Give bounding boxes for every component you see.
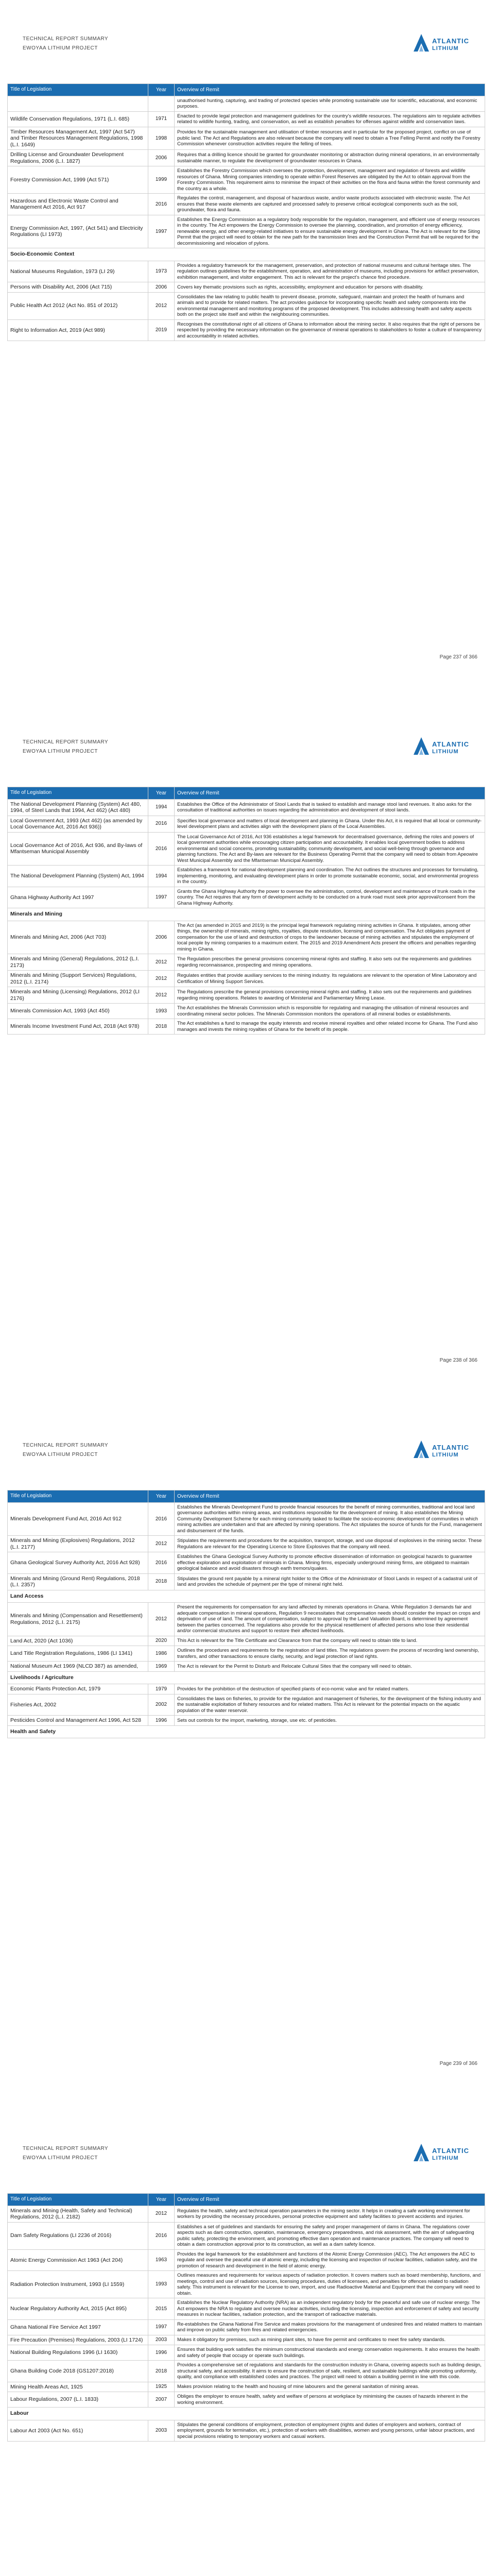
legislation-year: 2003 [148, 2420, 175, 2442]
logo-mark-icon [413, 736, 430, 757]
table-header-row [8, 1490, 485, 1503]
legislation-table [7, 787, 485, 1035]
legislation-overview: Makes it obligatory for premises, such as mining plant sites, to have fire permit and certificates to meet fire safety standards. [175, 2335, 485, 2345]
table-row [8, 887, 485, 908]
legislation-year: 2012 [148, 971, 175, 987]
table-row [8, 987, 485, 1004]
logo-word-2: LITHIUM [432, 2155, 459, 2161]
legislation-overview: Provides a comprehensive set of regulations and standards for the construction industry in Ghana, covering aspects such as building design, structural safety, and accessibility. It aims to ensure the construction of safe, resilient, and sustainable buildings while promoting uniformity, quality, and compliance with established codes and practices. The project will need to obtain a building permit in line with this code. [175, 2361, 485, 2382]
legislation-year: 2006 [148, 921, 175, 954]
legislation-overview: unauthorised hunting, capturing, and trading of protected species while promoting sustainable use for scientific, educational, and economic purposes. [175, 96, 485, 111]
page-number: Page 238 of 366 [439, 1358, 477, 1363]
legislation-overview: Outlines measures and requirements for various aspects of radiation protection. It covers matters such as board membership, functions, and meetings, control and use of radiation sources, licensing procedures, duties of licensees, and penalties for offences related to radiation safety. This instrument is relevant for the License to own, import, and use Radioactive Material and Equipment that the company will need to obtain. [175, 2271, 485, 2298]
legislation-title: Minerals and Mining (Compensation and Resettlement) Regulations, 2012 (L.I. 2175) [8, 1603, 148, 1636]
legislation-title: Ghana Geological Survey Authority Act, 2016 Act 928) [8, 1552, 148, 1574]
legislation-title: Nuclear Regulatory Authority Act, 2015 (Act 895) [8, 2298, 148, 2320]
legislation-year: 2012 [148, 1536, 175, 1552]
legislation-year [148, 96, 175, 111]
legislation-overview: Recognises the constitutional right of all citizens of Ghana to information about the mining sector. It also requires that the right of persons be respected by providing the necessary information on the governance of mineral operations to stakeholders to foster a culture of transparency and accountability in related activities. [175, 319, 485, 341]
legislation-title: Minerals and Mining (Ground Rent) Regulations, 2018 (L.I. 2357) [8, 1573, 148, 1590]
legislation-title: Mining Health Areas Act, 1925 [8, 2382, 148, 2392]
legislation-title: Fisheries Act, 2002 [8, 1694, 148, 1716]
table-row [8, 1502, 485, 1536]
legislation-year: 2020 [148, 1636, 175, 1646]
legislation-title: National Museum Act 1969 (NLCD 387) as amended, [8, 1662, 148, 1672]
legislation-overview: Stipulates the requirements and procedures for the acquisition, transport, storage, and use disposal of explosives in the mining sector. These Regulations are relevant for the Operating Licence to Store Explosives that the company will need. [175, 1536, 485, 1552]
table-header-row [8, 787, 485, 800]
legislation-overview: Provides for the prohibition of the destruction of specified plants of eco-nomic value and for related matters. [175, 1684, 485, 1694]
legislation-overview: Covers key thematic provisions such as rights, accessibility, employment and education for persons with disability. [175, 282, 485, 293]
legislation-year: 1973 [148, 261, 175, 282]
legislation-year: 1993 [148, 1004, 175, 1019]
legislation-title: Ghana Highway Authority Act 1997 [8, 887, 148, 908]
legislation-title: Wildlife Conservation Regulations, 1971 (L.I. 685) [8, 111, 148, 127]
legislation-title: Minerals and Mining (Support Services) Regulations, 2012 (L.I. 2174) [8, 971, 148, 987]
legislation-title: Land Act, 2020 (Act 1036) [8, 1636, 148, 1646]
legislation-overview: Stipulates the general conditions of employment, protection of employment (rights and duties of employers and workers, contract of employment, grounds for termination, etc.), protection of workers with disabilities, women and young persons, unfair labour practices, and special provisions relating to temporary workers and casual workers. [175, 2420, 485, 2442]
table-row [8, 866, 485, 887]
legislation-year: 2012 [148, 292, 175, 319]
logo-mark-icon [413, 2143, 430, 2163]
table-row [8, 1536, 485, 1552]
report-title: TECHNICAL REPORT SUMMARY [23, 739, 109, 745]
legislation-title: Minerals Income Investment Fund Act, 2018 (Act 978) [8, 1019, 148, 1035]
legislation-title: Radiation Protection Instrument, 1993 (LI 1559) [8, 2271, 148, 2298]
legislation-year: 2012 [148, 1603, 175, 1636]
legislation-year: 2019 [148, 319, 175, 341]
legislation-overview: Regulates entities that provide auxiliary services to the mining industry. Its regulations are relevant to the operation of Mine Laboratory and Certification of Mining Support Services. [175, 971, 485, 987]
legislation-overview: Establishes the Forestry Commission which oversees the protection, development, management and regulation of forests and wildlife resources of Ghana. Mining companies intending to operate within Forest Reserves are obligated by the Act to obtain approval from the Forestry Commission. This requirement aims to minimise the impact of their activities on the flora and fauna within the forest community and the country as a whole. [175, 166, 485, 194]
legislation-overview: Regulates the control, management, and disposal of hazardous waste, and/or waste products associated with electronic waste. The Act ensures that these waste elements are captured and processed safely to preserve critical ecological components such as the soil, groundwater, flora and fauna. [175, 194, 485, 215]
table-row [8, 1716, 485, 1726]
table-row [8, 954, 485, 971]
company-logo [413, 735, 474, 758]
page-header [23, 730, 474, 771]
legislation-title: Minerals Commission Act, 1993 (Act 450) [8, 1004, 148, 1019]
column-header-title: Title of Legislation [8, 2194, 148, 2206]
legislation-year: 2018 [148, 1019, 175, 1035]
logo-word-1: ATLANTIC [432, 740, 470, 748]
column-header-title: Title of Legislation [8, 1490, 148, 1503]
section-heading-row [8, 248, 485, 261]
project-name: EWOYAA LITHIUM PROJECT [23, 1452, 98, 1458]
logo-word-2: LITHIUM [432, 749, 459, 755]
legislation-overview: Provides a regulatory framework for the management, preservation, and protection of national museums and cultural heritage sites. The regulation outlines guidelines for the establishment, operation, and administration of museums, including provisions for artifact preservation, exhibition management, and visitor engagement. This act is relevant for the project's chance find procedure. [175, 261, 485, 282]
legislation-year: 1994 [148, 866, 175, 887]
legislation-overview: Provides for the sustainable management and utilisation of timber resources and in particular for the proposed project, conflict on use of public land. The Act and Regulations are also relevant because the company will need to obtain a Tree Felling Permit and notify the Forestry Commission whenever construction activities require the felling of trees. [175, 127, 485, 150]
legislation-overview: Re-establishes the Ghana National Fire Service and makes provisions for the management of undesired fires and related matters to maintain and improve on public safety from fires and related emergencies. [175, 2319, 485, 2335]
legislation-title: Minerals and Mining (General) Regulations, 2012 (L.I. 2173) [8, 954, 148, 971]
table-row [8, 1636, 485, 1646]
column-header-year: Year [148, 84, 175, 96]
page-header [23, 1433, 474, 1475]
legislation-title: Labour Regulations, 2007 (L.I. 1833) [8, 2392, 148, 2408]
table-row [8, 2222, 485, 2249]
legislation-title: National Museums Regulation, 1973 (LI 29) [8, 261, 148, 282]
project-name: EWOYAA LITHIUM PROJECT [23, 45, 98, 51]
legislation-overview: The Regulations prescribe the general provisions concerning mineral rights and staffing. It also sets out the requirements and guidelines regarding mining operations. Relates to awarding of Ministerial and Parliamentary Mining Lease. [175, 987, 485, 1004]
legislation-title: Ghana National Fire Service Act 1997 [8, 2319, 148, 2335]
legislation-year: 2016 [148, 816, 175, 832]
legislation-year: 1997 [148, 215, 175, 248]
legislation-year: 2006 [148, 282, 175, 293]
table-row [8, 1694, 485, 1716]
legislation-overview: The Act establishes the Minerals Commission which is responsible for regulating and managing the utilisation of mineral resources and coordinating mineral sector policies. The Minerals Commission monitors the operations of all mineral bodies or establishments. [175, 1004, 485, 1019]
column-header-overview: Overview of Remit [175, 1490, 485, 1503]
section-heading: Land Access [8, 1590, 485, 1603]
legislation-table [7, 83, 485, 341]
table-row [8, 1573, 485, 1590]
report-page [0, 2110, 497, 2576]
company-logo [413, 2142, 474, 2164]
section-heading-row [8, 1725, 485, 1738]
table-row [8, 111, 485, 127]
section-heading: Socio-Economic Context [8, 248, 485, 261]
legislation-title [8, 96, 148, 111]
legislation-title: Forestry Commission Act, 1999 (Act 571) [8, 166, 148, 194]
table-row [8, 1552, 485, 1574]
legislation-overview: The Regulation prescribes the general provisions concerning mineral rights and staffing. It also sets out the requirements and guidelines regarding reconnaissance, prospecting and mining operations. [175, 954, 485, 971]
logo-word-1: ATLANTIC [432, 1444, 470, 1451]
table-row [8, 832, 485, 866]
legislation-year: 2007 [148, 2392, 175, 2408]
section-heading: Minerals and Mining [8, 908, 485, 921]
table-row [8, 194, 485, 215]
legislation-title: Minerals and Mining Act, 2006 (Act 703) [8, 921, 148, 954]
page-number: Page 237 of 366 [439, 654, 477, 660]
legislation-title: The National Development Planning (System) Act 480, 1994, of Steel Lands that 1994, Act 462) (Act 480) [8, 799, 148, 816]
section-heading: Livelihoods / Agriculture [8, 1671, 485, 1684]
legislation-title: Local Government Act, 1993 (Act 462) (as amended by Local Governance Act, 2016 Act 936)) [8, 816, 148, 832]
table-header-row [8, 2194, 485, 2206]
legislation-overview: Stipulates the ground rent payable by a mineral right holder to the Office of the Administrator of Stool Lands in respect of a cadastral unit of land and provides the schedule of payment per the type of mineral right held. [175, 1573, 485, 1590]
legislation-table [7, 1490, 485, 1738]
legislation-title: Ghana Building Code 2018 (GS1207:2018) [8, 2361, 148, 2382]
logo-word-2: LITHIUM [432, 45, 459, 52]
legislation-year: 1996 [148, 1716, 175, 1726]
legislation-year: 2016 [148, 1502, 175, 1536]
legislation-title: Local Governance Act of 2016, Act 936, and By-laws of Mfantseman Municipal Assembly [8, 832, 148, 866]
legislation-year: 2003 [148, 2335, 175, 2345]
report-page [0, 1406, 497, 2110]
project-name: EWOYAA LITHIUM PROJECT [23, 2155, 98, 2161]
legislation-year: 1994 [148, 799, 175, 816]
table-row [8, 2382, 485, 2392]
table-row [8, 127, 485, 150]
legislation-overview: The Act (as amended in 2015 and 2019) is the principal legal framework regulating mining activities in Ghana. It stipulates, among other things, the ownership of minerals, mining rights, royalties, dispute resolution, licensing and compensation. The Act obligates payment of compensation for the use of land and destruction of crops to the landowner because of mining activities and stipulates the employment of local people by mining companies to a maximum extent. The 2015 and 2019 Amendment Acts present the officers and penalties regarding mining in Ghana. [175, 921, 485, 954]
legislation-title: Right to Information Act, 2019 (Act 989) [8, 319, 148, 341]
legislation-title: Public Health Act 2012 (Act No. 851 of 2012) [8, 292, 148, 319]
table-row [8, 2249, 485, 2271]
legislation-year: 1997 [148, 887, 175, 908]
table-row [8, 921, 485, 954]
legislation-year: 2016 [148, 2222, 175, 2249]
legislation-year: 1986 [148, 1646, 175, 1662]
legislation-overview: Establishes the Energy Commission as a regulatory body responsible for the regulation, management, and efficient use of energy resources in the country. The Act empowers the Energy Commission to oversee the planning, coordination, and promotion of energy efficiency, renewable energy, and other energy-related initiatives to ensure sustainable energy development in Ghana. The Act is relevant for the Siting Permit that the project will need to obtain for the new path for the transmission lines and the Construction Permit that will be required for the decommissioning and relocation of pylons. [175, 215, 485, 248]
table-row [8, 2298, 485, 2320]
table-row [8, 2319, 485, 2335]
legislation-title: Economic Plants Protection Act, 1979 [8, 1684, 148, 1694]
logo-word-1: ATLANTIC [432, 37, 470, 45]
legislation-title: Fire Precaution (Premises) Regulations, 2003 (LI 1724) [8, 2335, 148, 2345]
legislation-overview: This Act is relevant for the Title Certificate and Clearance from that the company will need to obtain title to land. [175, 1636, 485, 1646]
legislation-year: 2012 [148, 987, 175, 1004]
column-header-title: Title of Legislation [8, 787, 148, 800]
section-heading-row [8, 2408, 485, 2420]
legislation-overview: Requires that a drilling licence should be granted for groundwater monitoring or abstraction during mineral operations, in an environmentally sustainable manner, to regulate the development of groundwater resources in Ghana. [175, 150, 485, 166]
table-row [8, 166, 485, 194]
legislation-title: Land Title Registration Regulations, 1986 (LI 1341) [8, 1646, 148, 1662]
table-row [8, 215, 485, 248]
table-row [8, 1684, 485, 1694]
legislation-year: 1993 [148, 2271, 175, 2298]
table-row [8, 1004, 485, 1019]
legislation-year: 2016 [148, 194, 175, 215]
legislation-title: Minerals and Mining (Licensing) Regulations, 2012 (LI 2176) [8, 987, 148, 1004]
column-header-overview: Overview of Remit [175, 2194, 485, 2206]
legislation-year: 1969 [148, 1662, 175, 1672]
table-row [8, 2206, 485, 2222]
legislation-overview: Grants the Ghana Highway Authority the power to oversee the administration, control, development and maintenance of trunk roads in the country. The Act requires that any form of development activity to be conducted on a trunk road must seek prior approval/consent from the Ghana Highway Authority. [175, 887, 485, 908]
table-row [8, 2420, 485, 2442]
project-name: EWOYAA LITHIUM PROJECT [23, 749, 98, 754]
legislation-title: Drilling License and Groundwater Development Regulations, 2006 (L.I. 1827) [8, 150, 148, 166]
column-header-title: Title of Legislation [8, 84, 148, 96]
legislation-year: 2015 [148, 2298, 175, 2320]
table-row [8, 2271, 485, 2298]
legislation-title: Pesticides Control and Management Act 1996, Act 528 [8, 1716, 148, 1726]
legislation-overview: Present the requirements for compensation for any land affected by minerals operations in Ghana. While Regulation 3 demands fair and adequate compensation in mineral operations, Regulation 9 necessitates that compensation needs should consider the impact on crops and deprivation of use of land. The amount of compensation, subject to approval by the Land Valuation Board, is determined by agreement between the parties concerned. The regulations also provide for the physical resettlement of affected persons who lose their residential and/or commercial structures and support to restore their affected livelihoods. [175, 1603, 485, 1636]
report-title: TECHNICAL REPORT SUMMARY [23, 36, 109, 42]
table-row [8, 1019, 485, 1035]
legislation-title: Minerals and Mining (Explosives) Regulations, 2012 (L.I. 2177) [8, 1536, 148, 1552]
legislation-overview: Makes provision relating to the health and housing of mine labourers and the general sanitation of mining areas. [175, 2382, 485, 2392]
legislation-title: Atomic Energy Commission Act 1963 (Act 204) [8, 2249, 148, 2271]
section-heading-row [8, 908, 485, 921]
table-row [8, 2345, 485, 2361]
legislation-year: 2002 [148, 1694, 175, 1716]
legislation-overview: The Local Governance Act of 2016, Act 936 establishes a legal framework for decentralised governance, defining the roles and powers of local government authorities while encouraging citizen participation and accountability. It enables local government bodies to address environmental and social concerns, promoting sustainability, community development, and social well-being through governance and planning functions. The Act and By-laws are relevant for the Business Operating Permit that the company will need to obtain from Apeowire West Municipal Assembly and the Mfantseman Municipal Assembly. [175, 832, 485, 866]
table-row [8, 1603, 485, 1636]
legislation-overview: Establishes a framework for national development planning and coordination. The Act outlines the structures and processes for formulating, implementing, monitoring, and evaluating development plans in order to promote sustainable economic, social, and environmental progress in the country. [175, 866, 485, 887]
company-logo [413, 32, 474, 55]
legislation-year: 1963 [148, 2249, 175, 2271]
table-row [8, 282, 485, 293]
table-row [8, 799, 485, 816]
column-header-year: Year [148, 787, 175, 800]
legislation-title: Labour Act 2003 (Act No. 651) [8, 2420, 148, 2442]
legislation-overview: Establishes the Nuclear Regulatory Authority (NRA) as an independent regulatory body for the peaceful and safe use of nuclear energy. The Act empowers the NRA to regulate and oversee nuclear activities, including the licensing, inspection and enforcement of safety and security measures in nuclear facilities, radiation protection, and the transport of radioactive materials. [175, 2298, 485, 2320]
legislation-year: 1925 [148, 2382, 175, 2392]
logo-word-1: ATLANTIC [432, 2147, 470, 2155]
legislation-overview: The Act is relevant for the Permit to Disturb and Relocate Cultural Sites that the company will need to obtain. [175, 1662, 485, 1672]
legislation-year: 1999 [148, 166, 175, 194]
table-row [8, 150, 485, 166]
legislation-year: 2006 [148, 150, 175, 166]
table-row [8, 971, 485, 987]
legislation-overview: Ensures that building work satisfies the minimum constructional standards and energy conservation requirements. It also ensures the health and safety of people that occupy or operate such buildings. [175, 2345, 485, 2361]
legislation-overview: Establishes the Office of the Administrator of Stool Lands that is tasked to establish and manage stool land revenues. It also asks for the consultation of traditional authorities on issues regarding the administration and development of stool lands. [175, 799, 485, 816]
page-header [23, 27, 474, 68]
legislation-year: 2018 [148, 1573, 175, 1590]
legislation-year: 1998 [148, 127, 175, 150]
logo-word-2: LITHIUM [432, 1452, 459, 1458]
legislation-title: Dam Safety Regulations (LI 2236 of 2016) [8, 2222, 148, 2249]
legislation-year: 1979 [148, 1684, 175, 1694]
legislation-year: 2016 [148, 1552, 175, 1574]
table-row [8, 2361, 485, 2382]
legislation-title: Timber Resources Management Act, 1997 (Act 547) and Timber Resources Management Regulations, 1998 (L.I. 1649) [8, 127, 148, 150]
legislation-overview: Establishes the Ghana Geological Survey Authority to promote effective dissemination of information on geological hazards to guarantee effective exploration and exploitation of minerals in Ghana. Mining firms, especially underground mining firms, are obligated to maintain geological balance and avoid disasters through earth tremors/quakes. [175, 1552, 485, 1574]
page-number: Page 239 of 366 [439, 2061, 477, 2066]
legislation-year: 2012 [148, 2206, 175, 2222]
legislation-overview: Enacted to provide legal protection and management guidelines for the country's wildlife resources. The regulations aim to regulate activities related to wildlife hunting, trading, and conservation, as well as establish penalties for offenses against wildlife and conservation laws. [175, 111, 485, 127]
table-row [8, 2335, 485, 2345]
section-heading: Labour [8, 2408, 485, 2420]
legislation-year: 2012 [148, 954, 175, 971]
legislation-overview: Consolidates the laws on fisheries, to provide for the regulation and management of fisheries, for the development of the fishing industry and the sustainable exploitation of fishery resources and for related matters. This Act is relevant for the potential impacts on the aquatic population of the water reservoir. [175, 1694, 485, 1716]
table-row [8, 816, 485, 832]
legislation-title: The National Development Planning (System) Act, 1994 [8, 866, 148, 887]
legislation-year: 2018 [148, 2361, 175, 2382]
legislation-year: 2016 [148, 832, 175, 866]
table-row [8, 1662, 485, 1672]
logo-mark-icon [413, 1439, 430, 1460]
legislation-overview: Establishes the Minerals Development Fund to provide financial resources for the benefit of mining communities, traditional and local land governance authorities within mining areas, and institutions responsible for the development of mining. It also establishes the Mining Community Development Scheme for each mining community tasked to facilitate the socio-economic development of communities in which mining activities are undertaken and that are affected by mining operations. The Act stipulates the source of funds for the Fund, management and disbursement of the funds. [175, 1502, 485, 1536]
report-title: TECHNICAL REPORT SUMMARY [23, 1443, 109, 1448]
column-header-overview: Overview of Remit [175, 787, 485, 800]
legislation-overview: Provides the legal framework for the establishment and functions of the Atomic Energy Commission (AEC). The Act empowers the AEC to regulate and oversee the peaceful use of atomic energy, including the licensing and inspection of nuclear facilities, radiation safety, and the promotion of research and development in the field of atomic energy. [175, 2249, 485, 2271]
table-header-row [8, 84, 485, 96]
legislation-overview: Establishes a set of guidelines and standards for ensuring the safety and proper management of dams in Ghana. The regulations cover aspects such as dam construction, operation, maintenance, emergency preparedness, and risk assessment, with the aim of safeguarding public safety, protecting the environment, and promoting effective dam operation and maintenance practices. The company will need to obtain a dam construction approval prior to its construction, as well as a dam safety licence. [175, 2222, 485, 2249]
legislation-year: 1997 [148, 2319, 175, 2335]
table-row [8, 96, 485, 111]
company-logo [413, 1438, 474, 1461]
legislation-title: National Building Regulations 1996 (LI 1630) [8, 2345, 148, 2361]
column-header-year: Year [148, 2194, 175, 2206]
legislation-table [7, 2193, 485, 2442]
legislation-year: 1971 [148, 111, 175, 127]
table-row [8, 1646, 485, 1662]
column-header-year: Year [148, 1490, 175, 1503]
legislation-title: Energy Commission Act, 1997, (Act 541) and Electricity Regulations (LI 1973) [8, 215, 148, 248]
legislation-title: Minerals Development Fund Act, 2016 Act 912 [8, 1502, 148, 1536]
legislation-overview: Consolidates the law relating to public health to prevent disease, promote, safeguard, maintain and protect the health of humans and animals and to provide for related matters. The act provides guidance for incorporating specific health and safety components into the environmental management and monitoring programs of the proposed development. This includes addressing health and safety aspects both on the project site itself and within the neighbouring communities. [175, 292, 485, 319]
section-heading-row [8, 1590, 485, 1603]
table-row [8, 319, 485, 341]
table-row [8, 2392, 485, 2408]
section-heading-row [8, 1671, 485, 1684]
legislation-overview: The Act establishes a fund to manage the equity interests and receive mineral royalties and other related income for Ghana. The Fund also manages and invests the mining royalties of Ghana for the benefit of its people. [175, 1019, 485, 1035]
section-heading: Health and Safety [8, 1725, 485, 1738]
page-header [23, 2137, 474, 2178]
legislation-title: Persons with Disability Act, 2006 (Act 715) [8, 282, 148, 293]
legislation-title: Hazardous and Electronic Waste Control and Management Act 2016, Act 917 [8, 194, 148, 215]
legislation-year: 1996 [148, 2345, 175, 2361]
legislation-overview: Obliges the employer to ensure health, safety and welfare of persons at workplace by minimising the causes of hazards inherent in the working environment. [175, 2392, 485, 2408]
legislation-overview: Outlines the procedures and requirements for the registration of land titles. The regulations govern the process of recording land ownership, transfers, and other transactions to ensure clarity, security, and legal protection of land rights. [175, 1646, 485, 1662]
legislation-overview: Specifies local governance and matters of local development and planning in Ghana. Under this Act, it is required that all local or community-level development plans and activities align with the development plans of the Local Assemblies. [175, 816, 485, 832]
report-page [0, 0, 497, 703]
table-row [8, 292, 485, 319]
logo-mark-icon [413, 33, 430, 54]
column-header-overview: Overview of Remit [175, 84, 485, 96]
report-page [0, 703, 497, 1406]
legislation-title: Minerals and Mining (Health, Safety and Technical) Regulations, 2012 (L.I. 2182) [8, 2206, 148, 2222]
report-title: TECHNICAL REPORT SUMMARY [23, 2146, 109, 2151]
legislation-overview: Regulates the health, safety and technical operation parameters in the mining sector. It helps in creating a safe working environment for workers by providing the necessary procedures, personal protective equipment and safety facilities to prevent accidents and injuries. [175, 2206, 485, 2222]
legislation-overview: Sets out controls for the import, marketing, storage, use etc. of pesticides. [175, 1716, 485, 1726]
table-row [8, 261, 485, 282]
